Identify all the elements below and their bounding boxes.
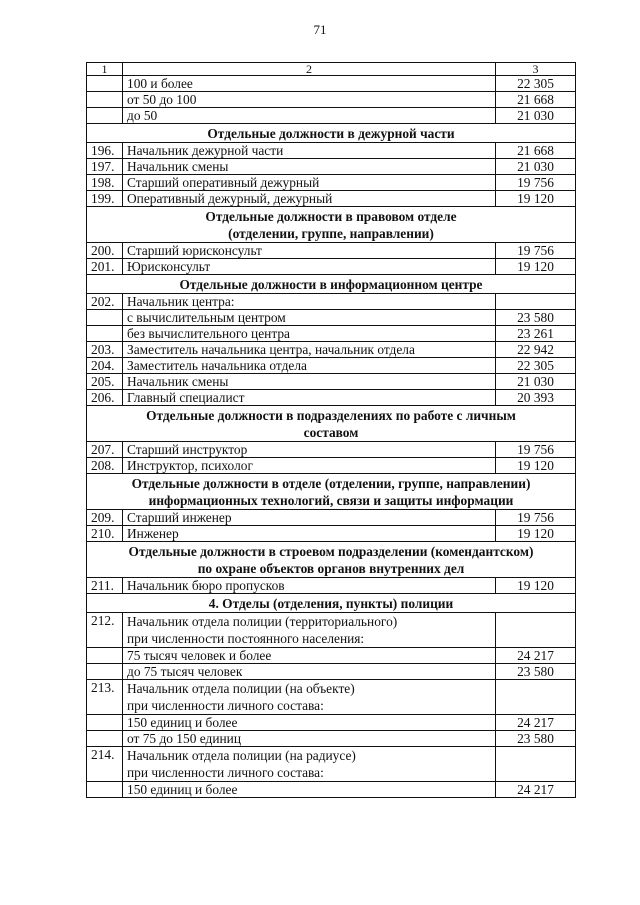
table-row: [87, 76, 576, 92]
position-title-line: Начальник отдела полиции (на объекте): [127, 681, 355, 696]
table-row: [87, 648, 576, 664]
section-heading: [87, 275, 576, 294]
table-row: [87, 458, 576, 474]
row-number: 199.: [87, 191, 123, 207]
table-row: [87, 510, 576, 526]
table-row: [87, 664, 576, 680]
sub-position-label: 150 единиц и более: [123, 715, 496, 731]
section-heading-line: Отдельные должности в дежурной части: [207, 126, 455, 141]
position-title: Заместитель начальника отдела: [123, 358, 496, 374]
section-heading-row: [87, 207, 576, 243]
position-title: Старший оперативный дежурный: [123, 175, 496, 191]
salary-amount: 23 580: [496, 731, 576, 747]
salary-amount: 21 030: [496, 108, 576, 124]
salary-amount: 19 120: [496, 191, 576, 207]
row-number: 208.: [87, 458, 123, 474]
row-number: 200.: [87, 243, 123, 259]
column-header-2: 2: [123, 63, 496, 76]
row-number: [87, 92, 123, 108]
row-number: 207.: [87, 442, 123, 458]
position-title: Старший инструктор: [123, 442, 496, 458]
table-row: [87, 715, 576, 731]
salary-amount: 22 942: [496, 342, 576, 358]
sub-position-label: 75 тысяч человек и более: [123, 648, 496, 664]
position-title-line: Начальник отдела полиции (на радиусе): [127, 748, 356, 763]
table-row: [87, 175, 576, 191]
section-heading-row: [87, 594, 576, 613]
table-row: [87, 191, 576, 207]
table-row: [87, 358, 576, 374]
table-row: [87, 782, 576, 798]
table-row: [87, 259, 576, 275]
table-row: [87, 294, 576, 310]
section-heading-line: по охране объектов органов внутренних дел: [197, 561, 465, 576]
row-number: 213.: [87, 680, 123, 715]
section-heading: [87, 207, 576, 243]
row-number: [87, 76, 123, 92]
row-number: 212.: [87, 613, 123, 648]
section-heading-line: Отдельные должности в информационном центре: [179, 277, 483, 292]
position-title-line: при численности постоянного населения:: [127, 631, 365, 646]
sub-position-label: 100 и более: [123, 76, 496, 92]
table-row: [87, 342, 576, 358]
salary-amount: 19 756: [496, 243, 576, 259]
salary-amount: 19 756: [496, 175, 576, 191]
salary-amount: 23 261: [496, 326, 576, 342]
salary-amount: 23 580: [496, 310, 576, 326]
row-number: 198.: [87, 175, 123, 191]
salary-amount: 21 030: [496, 374, 576, 390]
table-row: [87, 526, 576, 542]
row-number: 209.: [87, 510, 123, 526]
position-title: Начальник смены: [123, 159, 496, 175]
row-number: 206.: [87, 390, 123, 406]
position-title: Юрисконсульт: [123, 259, 496, 275]
table-row: [87, 442, 576, 458]
sub-position-label: от 50 до 100: [123, 92, 496, 108]
position-title: Начальник центра:: [123, 294, 496, 310]
row-number: 214.: [87, 747, 123, 782]
salary-amount: 23 580: [496, 664, 576, 680]
row-number: 202.: [87, 294, 123, 310]
position-title-line: при численности личного состава:: [127, 698, 324, 713]
section-heading-line: (отделении, группе, направлении): [228, 226, 434, 241]
table-row: [87, 159, 576, 175]
position-title: Инженер: [123, 526, 496, 542]
section-heading: [87, 124, 576, 143]
section-heading-row: [87, 275, 576, 294]
position-title: Заместитель начальника центра, начальник отдела: [123, 342, 496, 358]
section-heading: [87, 474, 576, 510]
salary-amount: 19 120: [496, 458, 576, 474]
table-row: [87, 143, 576, 159]
position-title: Старший юрисконсульт: [123, 243, 496, 259]
salary-amount: 21 668: [496, 143, 576, 159]
sub-position-label: до 75 тысяч человек: [123, 664, 496, 680]
section-heading: [87, 542, 576, 578]
position-title: [123, 747, 496, 782]
position-title: [123, 680, 496, 715]
row-number: [87, 664, 123, 680]
position-title: Инструктор, психолог: [123, 458, 496, 474]
position-title: [123, 613, 496, 648]
table-row: [87, 326, 576, 342]
table-row: [87, 680, 576, 715]
row-number: 203.: [87, 342, 123, 358]
page-number: 71: [313, 22, 327, 37]
row-number: 196.: [87, 143, 123, 159]
sub-position-label: без вычислительного центра: [123, 326, 496, 342]
section-heading-line: информационных технологий, связи и защиты информации: [148, 493, 514, 508]
section-heading-line: Отдельные должности в строевом подразделении (комендантском): [128, 544, 534, 559]
position-title-line: при численности личного состава:: [127, 765, 324, 780]
row-number: 197.: [87, 159, 123, 175]
salary-amount: 19 756: [496, 442, 576, 458]
section-heading-row: [87, 542, 576, 578]
position-title: Оперативный дежурный, дежурный: [123, 191, 496, 207]
row-number: [87, 731, 123, 747]
table-row: [87, 374, 576, 390]
salary-table: [86, 62, 576, 798]
section-heading-line: составом: [303, 425, 359, 440]
row-number: [87, 782, 123, 798]
position-title: Старший инженер: [123, 510, 496, 526]
section-heading-row: [87, 124, 576, 143]
section-heading-line: Отдельные должности в отделе (отделении, группе, направлении): [131, 476, 531, 491]
position-title: Главный специалист: [123, 390, 496, 406]
salary-amount: 22 305: [496, 76, 576, 92]
row-number: [87, 310, 123, 326]
salary-amount: 19 120: [496, 578, 576, 594]
salary-amount: [496, 294, 576, 310]
row-number: 201.: [87, 259, 123, 275]
row-number: 210.: [87, 526, 123, 542]
position-title-line: Начальник отдела полиции (территориального): [127, 614, 398, 629]
salary-amount: 21 668: [496, 92, 576, 108]
sub-position-label: до 50: [123, 108, 496, 124]
section-heading: [87, 406, 576, 442]
sub-position-label: с вычислительным центром: [123, 310, 496, 326]
salary-amount: [496, 680, 576, 715]
section-heading-row: [87, 406, 576, 442]
table-row: [87, 390, 576, 406]
salary-amount: 24 217: [496, 715, 576, 731]
table-row: [87, 613, 576, 648]
section-heading-line: Отдельные должности в правовом отделе: [205, 209, 457, 224]
table-row: [87, 731, 576, 747]
position-title: Начальник дежурной части: [123, 143, 496, 159]
column-header-3: 3: [496, 63, 576, 76]
position-title: Начальник бюро пропусков: [123, 578, 496, 594]
table-row: [87, 747, 576, 782]
sub-position-label: от 75 до 150 единиц: [123, 731, 496, 747]
row-number: 211.: [87, 578, 123, 594]
salary-amount: 19 120: [496, 259, 576, 275]
row-number: [87, 108, 123, 124]
row-number: 204.: [87, 358, 123, 374]
table-row: [87, 108, 576, 124]
section-heading-line: Отдельные должности в подразделениях по работе с личным: [146, 408, 516, 423]
section-heading-row: [87, 474, 576, 510]
row-number: [87, 326, 123, 342]
section-heading-line: 4. Отделы (отделения, пункты) полиции: [208, 596, 454, 611]
salary-amount: [496, 747, 576, 782]
column-header-1: 1: [87, 63, 123, 76]
table-row: [87, 243, 576, 259]
table-row: [87, 310, 576, 326]
row-number: [87, 648, 123, 664]
position-title: Начальник смены: [123, 374, 496, 390]
salary-amount: 24 217: [496, 782, 576, 798]
salary-amount: 21 030: [496, 159, 576, 175]
salary-amount: 19 120: [496, 526, 576, 542]
table-row: [87, 92, 576, 108]
sub-position-label: 150 единиц и более: [123, 782, 496, 798]
salary-amount: 19 756: [496, 510, 576, 526]
section-heading: [87, 594, 576, 613]
salary-amount: 22 305: [496, 358, 576, 374]
column-header-row: [87, 63, 576, 76]
table-row: [87, 578, 576, 594]
salary-amount: 24 217: [496, 648, 576, 664]
row-number: 205.: [87, 374, 123, 390]
salary-amount: 20 393: [496, 390, 576, 406]
row-number: [87, 715, 123, 731]
salary-amount: [496, 613, 576, 648]
